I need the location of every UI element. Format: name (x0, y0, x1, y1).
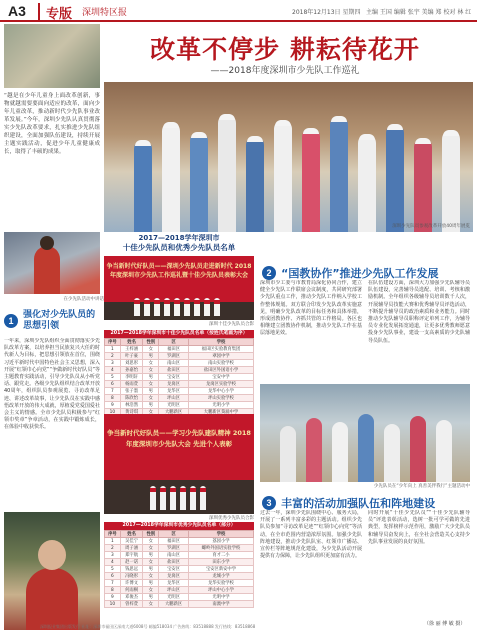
table-cell: 南山实验学校 (188, 360, 253, 367)
ceremony-photo-2-caption: 深圳优秀少先队员合影 (209, 516, 254, 521)
honor-list-title-line1: 2017—2018学年深圳市 (138, 234, 220, 242)
table-cell: 女 (143, 409, 159, 416)
table-cell: 南山区 (159, 360, 189, 367)
table-cell: 大鹏新区葵涌中学 (188, 409, 253, 416)
issue-date: 2018年12月13日 星期四 (292, 9, 361, 16)
table-cell: 田东小学 (188, 559, 253, 566)
photo-credit: （徐 丽 傅 敏 摄） (424, 621, 466, 627)
table-cell: 坪山中心小学 (188, 587, 253, 594)
ceremony-photo-2 (104, 414, 254, 514)
table-cell: 龙岗区实验学校 (188, 381, 253, 388)
table-cell: 荔园小学 (188, 538, 253, 545)
table-row (105, 601, 254, 608)
table-cell: 女 (143, 346, 159, 353)
ceremony-banner-1-text: 争当新时代好队员——深圳少先队员走进新时代 2018年度深圳市少先队工作巡礼暨十佳少先队员表彰大会 (106, 263, 252, 279)
table-cell: 10 (105, 601, 121, 608)
table-cell: 李明轩 (120, 374, 143, 381)
table-cell: 光明区 (159, 594, 189, 601)
table-cell: 盐田区 (159, 559, 189, 566)
page-number: A3 (8, 3, 26, 19)
table-cell: 大鹏新区 (159, 601, 189, 608)
table-cell: 6 (105, 381, 121, 388)
section-1-title: 强化对少先队员的思想引领 (23, 310, 96, 331)
table-row (105, 402, 254, 409)
table-cell: 坪山实验学校 (188, 395, 253, 402)
section-3-text-a: 过去一年，深圳少先队围绕中心、服务大局，开展了一系列丰富多彩的主题活动。组织少先队员参加“寻访改革足迹”“红领巾心向党”等活动，在全市范围内营造浓厚氛围。加强少先队阵地建设，推动少先队队室、红领巾广播站、宣传栏等阵地规范化建设，为少先队活动开展提供有力保障，让少先队组织更加富有活力。 (260, 510, 362, 560)
table-row (105, 573, 254, 580)
table-cell: 周子涵 (120, 545, 143, 552)
table-row (105, 580, 254, 587)
excellent-members-table (104, 522, 254, 608)
activity-photo-caption: 少先队员在“少年向上 真善美伴我行”主题活动中 (373, 484, 470, 489)
table-cell: 冯晓彤 (120, 573, 143, 580)
table-cell: 2 (105, 353, 121, 360)
ceremony-photo-1-caption: 深圳十佳少先队员合影 (209, 322, 254, 327)
table-cell: 罗湖区 (159, 545, 189, 552)
table-cell: 9 (105, 402, 121, 409)
table-cell: 男 (143, 580, 159, 587)
table-cell: 吴佳宁 (120, 538, 143, 545)
section-label: 专版 (38, 3, 72, 22)
portrait-photo (4, 512, 100, 630)
table-header: 姓名 (120, 339, 143, 346)
table-row (105, 559, 254, 566)
section-2-title: “国教协作”推进少先队工作发展 (281, 266, 439, 280)
table-row (105, 367, 254, 374)
table-cell: 邓俊杰 (120, 594, 143, 601)
table-row (105, 395, 254, 402)
editor-credits: 主编 王国 编辑 张宇 美编 郑 校对 林 红 (366, 9, 472, 16)
ceremony-photo-1 (104, 256, 254, 320)
table-cell: 赵一诺 (120, 559, 143, 566)
table-cell: 曾梓萱 (120, 601, 143, 608)
table-cell: 男 (143, 374, 159, 381)
table-cell: 龙华区 (159, 580, 189, 587)
section-2-heading (262, 262, 439, 281)
table-row (105, 538, 254, 545)
table-cell: 龙城小学 (188, 573, 253, 580)
table-cell: 宝安区 (159, 374, 189, 381)
section-2-text-a: 深圳市少工委与市教育局深化协同合作，建立健全少先队工作联席会议制度，共同研究部署少先队重点工作，推动少先队工作纳入学校工作整体规划。双方联合印发少先队改革实施意见，明确少先队改革的目标任务和具体举措，形成团教协作、齐抓共管的工作格局。各区也相继建立团教协作机制，推动少先队工作在基层落地见效。 (260, 280, 362, 337)
table-cell: 宝安区新安中学 (188, 566, 253, 573)
section-1-text: 一年来，深圳少先队组织全面贯彻落实少先队改革方案，以培养担当民族复兴大任的时代新人为目标，把思想引领放在首位，围绕习近平新时代中国特色社会主义思想，深入开展“红领巾心向党”“争做新时代好队员”等主题教育实践活动，引导少先队员从小听党话、跟党走。各级少先队组织结合改革开放40周年，组织队员参观展览、寻访改革足迹、讲述改革故事，让少先队员在实践中感悟改革开放的伟大成就，厚植爱党爱国爱社会主义的情感。全市少先队员积极参与“红领巾奖章”争章活动，在实践中锻炼成长，在体验中收获快乐。 (4, 338, 100, 431)
table-cell: 福田区 (159, 538, 189, 545)
table-cell: 叶子豪 (120, 353, 143, 360)
section-3-number: 3 (262, 496, 276, 510)
table-cell: 福田区 (159, 346, 189, 353)
table-row (105, 587, 254, 594)
table-cell: 龙岗区 (159, 381, 189, 388)
table-cell: 王梓涵 (120, 346, 143, 353)
table-cell: 4 (105, 559, 121, 566)
page-footer: 深圳报业集团出版发行 社址：深圳市福田区深南大道6008号 邮编518034 广告热线：83518888 发行热线：83518868 (40, 624, 256, 629)
main-photo-caption: 深圳少先队员参观改革开放40周年展览 (392, 224, 470, 229)
ceremony-banner-2-text: 争当新时代好队员——学习少先队建队精神 2018年度深圳市少先队大会 先进个人表彰 (107, 429, 251, 448)
table-cell: 黄诗琪 (120, 409, 143, 416)
table-cell: 女 (143, 545, 159, 552)
table-cell: 男 (143, 388, 159, 395)
table-cell: 9 (105, 594, 121, 601)
table-cell: 龙华区 (159, 388, 189, 395)
section-3-text-b: 同时开展“十佳少先队员”“十佳少先队辅导员”评选表彰活动，选树一批可学可做的先进典型，发挥榜样示范作用，激励广大少先队员和辅导员奋发向上，在全社会营造关心支持少先队事业发展的良好氛围。 (368, 510, 470, 545)
subheadline: ——2018年度深圳市少先队工作巡礼 (210, 66, 360, 76)
table-header: 序号 (105, 531, 121, 538)
table-cell: 光明小学 (188, 402, 253, 409)
table-cell: 许博文 (120, 580, 143, 587)
section-1-heading (4, 310, 104, 332)
table-cell: 福田区实验教育集团 (188, 346, 253, 353)
table-cell: 女 (143, 395, 159, 402)
table-cell: 10 (105, 409, 121, 416)
table-row (105, 552, 254, 559)
section-2-number: 2 (262, 266, 276, 280)
masthead (0, 0, 477, 22)
table-cell: 1 (105, 346, 121, 353)
table-cell: 翠园中学 (188, 353, 253, 360)
table-cell: 孙嘉怡 (120, 367, 143, 374)
table-cell: 盐田区 (159, 367, 189, 374)
speaker-photo (4, 232, 100, 294)
table-cell: 螺岭外国语实验学校 (188, 545, 253, 552)
table-cell: 2 (105, 545, 121, 552)
headline: 改革不停步 耕耘待花开 (150, 35, 420, 64)
table-cell: 男 (143, 552, 159, 559)
top-ten-table (104, 330, 254, 416)
table-cell: 男 (143, 594, 159, 601)
table-row (105, 381, 254, 388)
table-cell: 女 (143, 367, 159, 374)
table-cell: 女 (143, 559, 159, 566)
table-cell: 大鹏新区 (159, 409, 189, 416)
table-cell: 女 (143, 587, 159, 594)
table-cell: 女 (143, 573, 159, 580)
table-cell: 男 (143, 353, 159, 360)
table-cell: 4 (105, 367, 121, 374)
table-header: 姓名 (120, 531, 143, 538)
table-cell: 7 (105, 580, 121, 587)
table-cell: 龙岗区 (159, 573, 189, 580)
activity-photo (260, 384, 470, 482)
table-cell: 南山区 (159, 552, 189, 559)
section-2-text-b: 在队伍建设方面，深圳大力加强少先队辅导员队伍建设，完善辅导员选配、培训、考核和激励机制。全年组织各级辅导员培训数千人次，开展辅导员技能大赛和优秀辅导员评选活动，不断提升辅导员的政治素质和业务能力。同时推动少先队辅导员职称评定单列工作，为辅导员专业化发展拓宽通道，让更多优秀教师愿意投身少先队事业，建设一支高素质的少先队辅导员队伍。 (368, 280, 470, 344)
table-cell: 光明中学 (188, 594, 253, 601)
table-cell: 坪山区 (159, 587, 189, 594)
excellent-members-table-title: 2017—2018学年深圳市优秀少先队员名单（部分） (104, 522, 254, 530)
table-cell: 刘思彤 (120, 360, 143, 367)
table-row (105, 566, 254, 573)
table-cell: 林浩然 (120, 402, 143, 409)
table-cell: 女 (143, 360, 159, 367)
table-cell: 龙华中心小学 (188, 388, 253, 395)
table-header: 区 (159, 531, 189, 538)
table-cell: 坪山区 (159, 395, 189, 402)
table-cell: 1 (105, 538, 121, 545)
table-cell: 宝安中学 (188, 374, 253, 381)
table-cell: 光明区 (159, 402, 189, 409)
table-cell: 盐田区外国语小学 (188, 367, 253, 374)
table-cell: 郑宇航 (120, 552, 143, 559)
table-header: 学校 (188, 339, 253, 346)
table-cell: 5 (105, 566, 121, 573)
table-cell: 育才二小 (188, 552, 253, 559)
main-photo (104, 82, 473, 232)
table-cell: 女 (143, 538, 159, 545)
section-1-number: 1 (4, 314, 18, 328)
table-cell: 女 (143, 601, 159, 608)
table-cell: 杨雨萱 (120, 381, 143, 388)
table-row (105, 360, 254, 367)
table-cell: 罗湖区 (159, 353, 189, 360)
table-row (105, 346, 254, 353)
table-row (105, 594, 254, 601)
top-ten-table-title: 2017—2018学年深圳市十佳少先队员名单（按姓氏笔画为序） (104, 330, 254, 338)
section-3-heading (262, 492, 435, 511)
table-cell: 男 (143, 402, 159, 409)
table-cell: 陈欣怡 (120, 395, 143, 402)
honor-list-title (104, 234, 254, 252)
table-row (105, 388, 254, 395)
table-row (105, 374, 254, 381)
honor-list-title-line2: 十佳少先队员和优秀少先队员名单 (122, 243, 236, 252)
table-cell: 张子墨 (120, 388, 143, 395)
table-cell: 3 (105, 552, 121, 559)
section-3-title: 丰富的活动加强队伍和阵地建设 (281, 496, 436, 510)
table-cell: 何雨桐 (120, 587, 143, 594)
table-cell: 宝安区 (159, 566, 189, 573)
table-cell: 5 (105, 374, 121, 381)
table-header: 学校 (188, 531, 253, 538)
table-cell: 8 (105, 587, 121, 594)
table-cell: 女 (143, 381, 159, 388)
table-header: 序号 (105, 339, 121, 346)
table-cell: 8 (105, 395, 121, 402)
table-header: 性别 (143, 531, 159, 538)
table-header: 区 (159, 339, 189, 346)
paper-name: 深圳特区报 (82, 8, 128, 18)
table-cell: 7 (105, 388, 121, 395)
table-cell: 南澳中学 (188, 601, 253, 608)
table-row (105, 545, 254, 552)
table-header: 性别 (143, 339, 159, 346)
table-cell: 6 (105, 573, 121, 580)
speaker-photo-caption: 在少先队活动中讲话 (63, 297, 104, 302)
lead-text: “越是在少年儿童身上面改革创新，事物就越需要要面向适应的改革，面向少年儿童改革，推动新时代少先队事业改革发展。”今年，深圳少先队认真贯彻落实少先队改革要求，扎实推进少先队组织建设，全面加强队伍建设，持续开展主题实践活动，促进少年儿童健康成长，取得了丰硕的成果。 (4, 93, 100, 155)
table-cell: 男 (143, 566, 159, 573)
table-cell: 龙华实验学校 (188, 580, 253, 587)
table-cell: 钱思远 (120, 566, 143, 573)
lead-photo (4, 24, 100, 88)
table-row (105, 353, 254, 360)
table-cell: 3 (105, 360, 121, 367)
